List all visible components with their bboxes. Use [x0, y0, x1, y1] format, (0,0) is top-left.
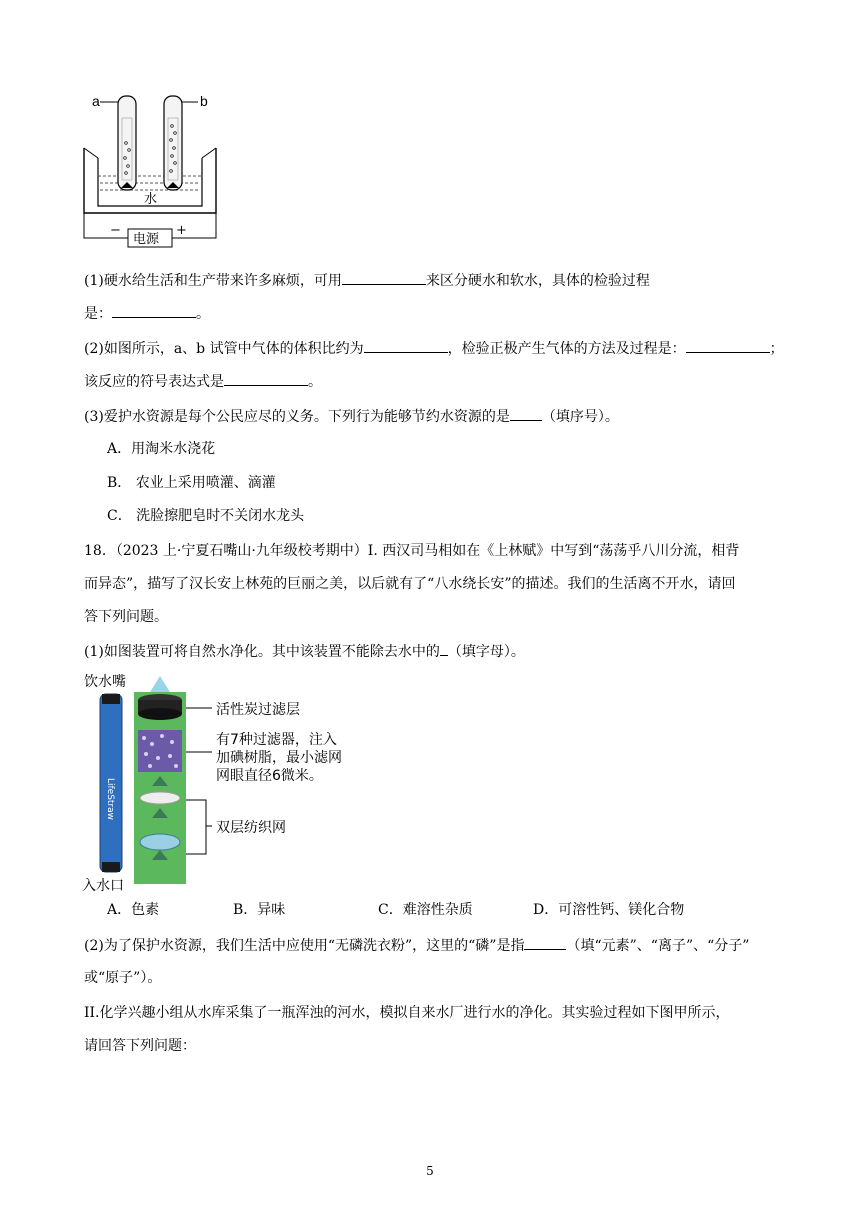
- q18-option-a[interactable]: A．色素: [107, 902, 160, 918]
- q17-part2: [84, 338, 784, 359]
- period: 。: [308, 374, 322, 390]
- q17-p1-cont-text: 是：: [84, 306, 112, 322]
- q18-stem-line3: 答下列问题。: [84, 609, 168, 625]
- page-number: 5: [426, 1164, 434, 1178]
- q18-p1-end: （填字母）。: [447, 644, 525, 660]
- q17-p1-text-mid: 来区分硬水和软水，具体的检验过程: [425, 273, 650, 289]
- drinking-mouth-label: 饮水嘴: [84, 674, 126, 690]
- q17-option-c[interactable]: C． 洗脸擦肥皂时不关闭水龙头: [107, 508, 305, 524]
- power-source-label: 电源: [133, 232, 160, 247]
- answer-blank[interactable]: [440, 641, 448, 656]
- q17-p3-text: (3)爱护水资源是每个公民应尽的义务。下列行为能够节约水资源的是: [84, 409, 510, 425]
- q18-part-ii-line1: II.化学兴趣小组从水库采集了一瓶浑浊的河水，模拟自来水厂进行水的净化。其实验过程如下图甲所示，: [84, 1005, 730, 1021]
- answer-blank[interactable]: [342, 270, 426, 285]
- answer-blank[interactable]: [510, 406, 542, 421]
- semicolon: ；: [769, 341, 784, 357]
- tube-a-label: a: [92, 93, 100, 109]
- answer-blank[interactable]: [224, 371, 308, 386]
- q18-option-c[interactable]: C．难溶性杂质: [378, 902, 473, 918]
- q17-option-a[interactable]: A．用淘米水浇花: [107, 441, 216, 457]
- q17-p2-cont-text: 该反应的符号表达式是: [84, 374, 224, 390]
- water-inlet-label: 入水口: [82, 878, 124, 894]
- q17-p2-text: (2)如图所示，a、b 试管中气体的体积比约为: [84, 341, 364, 357]
- q17-option-b[interactable]: B． 农业上采用喷灌、滴灌: [107, 475, 276, 491]
- plus-sign: +: [176, 223, 187, 238]
- q18-option-d[interactable]: D．可溶性钙、镁化合物: [533, 902, 685, 918]
- resin-filter-label-2: 加碘树脂，最小滤网: [216, 750, 342, 766]
- minus-sign: −: [110, 223, 121, 238]
- q17-p3-end: （填序号）。: [541, 409, 619, 425]
- answer-blank[interactable]: [112, 303, 196, 318]
- q18-p1-text: (1)如图装置可将自然水净化。其中该装置不能除去水中的: [84, 644, 440, 660]
- q18-part2-cont: 或“原子”）。: [84, 970, 162, 986]
- q18-part1: [84, 641, 525, 662]
- q18-p2-text: (2)为了保护水资源，我们生活中应使用“无磷洗衣粉”，这里的“磷”是指: [84, 938, 525, 954]
- q17-p1-text: (1)硬水给生活和生产带来许多麻烦，可用: [84, 273, 342, 289]
- answer-blank[interactable]: [524, 935, 566, 950]
- electrolysis-apparatus-figure: [80, 88, 220, 248]
- resin-filter-label-3: 网眼直径6微米。: [216, 768, 323, 784]
- q17-part1: [84, 270, 650, 291]
- resin-filter-label-1: 有7种过滤器，注入: [216, 732, 337, 748]
- q18-part2: [84, 935, 749, 956]
- activated-carbon-layer-label: 活性炭过滤层: [216, 702, 300, 718]
- q18-stem-line2: 而异态”，描写了汉长安上林苑的巨丽之美，以后就有了“八水绕长安”的描述。我们的生活离不开水，请回: [84, 576, 736, 592]
- q17-part1-cont: [84, 303, 210, 324]
- answer-blank[interactable]: [364, 338, 448, 353]
- q18-p2-end: （填“元素”、“离子”、“分子”: [566, 938, 750, 954]
- period: 。: [196, 306, 210, 322]
- q18-options-row: [107, 900, 684, 920]
- q17-p2-text-mid: ，检验正极产生气体的方法及过程是：: [447, 341, 686, 357]
- answer-blank[interactable]: [686, 338, 770, 353]
- tube-b-label: b: [200, 93, 208, 109]
- q17-part3: [84, 406, 619, 427]
- double-mesh-label: 双层纺织网: [216, 820, 286, 836]
- q18-stem-line1: 18．（2023 上·宁夏石嘴山·九年级校考期中）I. 西汉司马相如在《上林赋》中写到“荡荡乎八川分流，相背: [84, 543, 740, 559]
- q17-part2-cont: [84, 371, 322, 392]
- q18-part-ii-line2: 请回答下列问题：: [84, 1038, 196, 1054]
- water-label: 水: [144, 192, 158, 207]
- water-filter-figure: [80, 668, 370, 894]
- q18-option-b[interactable]: B．异味: [233, 902, 286, 918]
- brand-label: LifeStraw: [105, 778, 115, 821]
